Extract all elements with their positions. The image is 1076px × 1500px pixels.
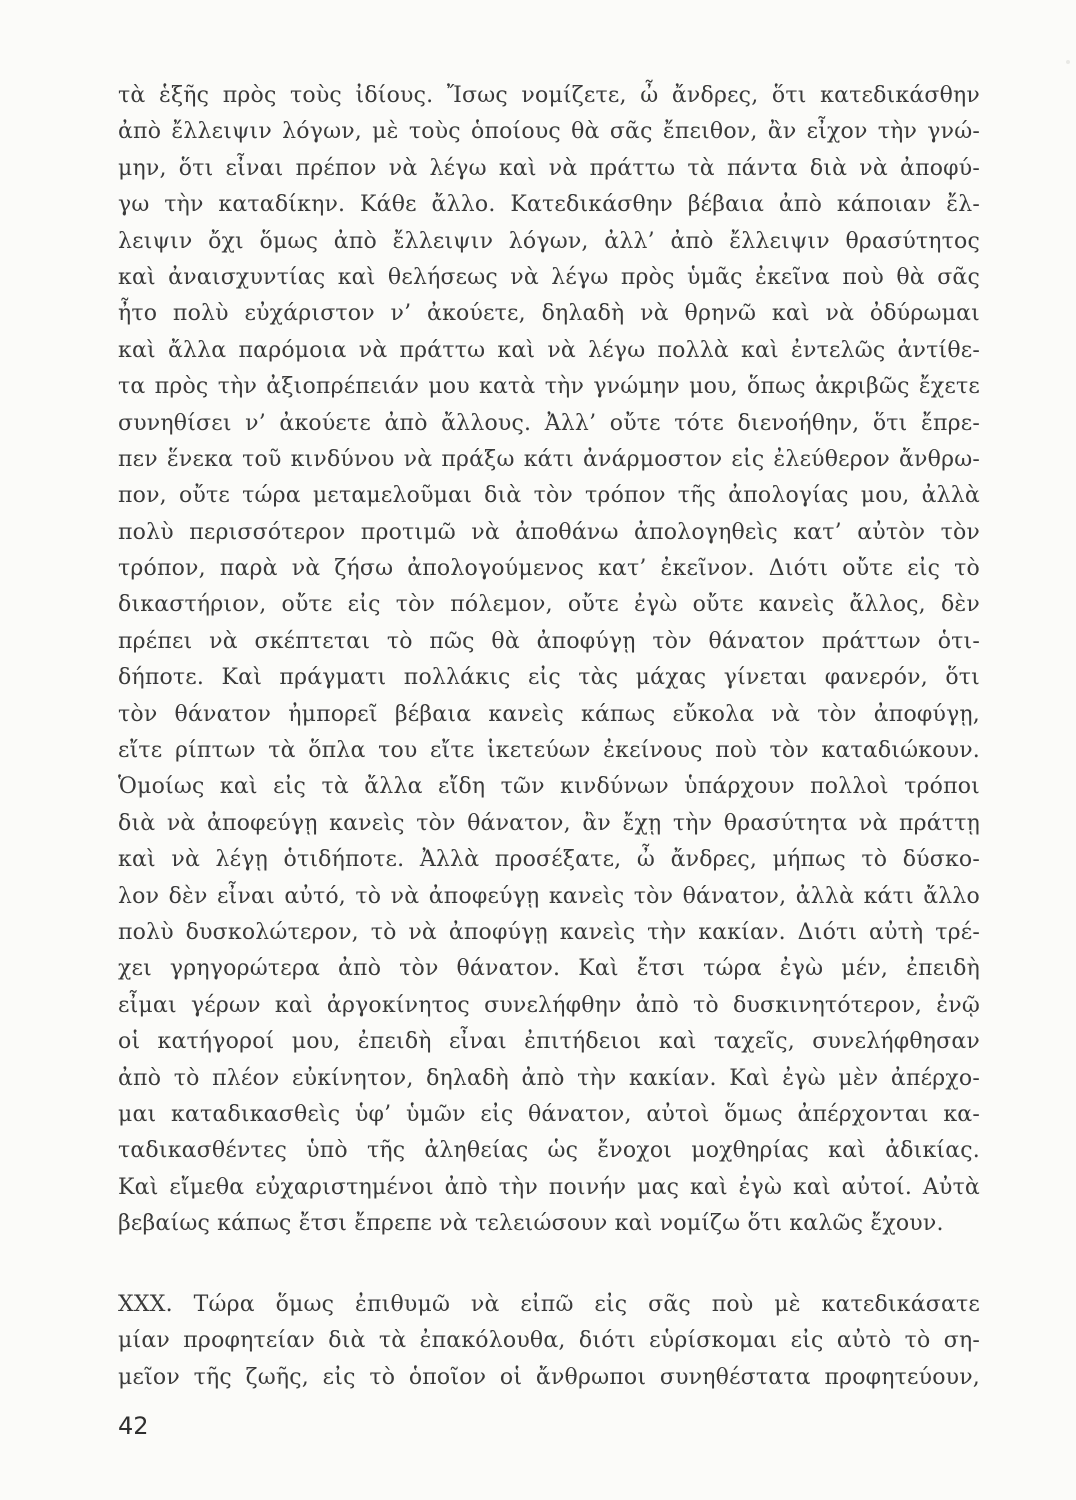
text-line: δικαστήριον, οὔτε εἰς τὸν πόλεμον, οὔτε ἐγὼ οὔτε κανεὶς ἄλλος, δὲν bbox=[118, 592, 980, 618]
text-line: καὶ ἄλλα παρόμοια νὰ πράττω καὶ νὰ λέγω πολλὰ καὶ ἐντελῶς ἀντίθε- bbox=[118, 337, 980, 363]
text-line: πεν ἕνεκα τοῦ κινδύνου νὰ πράξω κάτι ἀνάρμοστον εἰς ἐλεύθερον ἄνθρω- bbox=[118, 446, 980, 472]
text-line: διὰ νὰ ἀποφεύγῃ κανεὶς τὸν θάνατον, ἂν ἔχῃ τὴν θρασύτητα νὰ πράττῃ bbox=[118, 810, 980, 836]
text-line: χει γρηγορώτερα ἀπὸ τὸν θάνατον. Καὶ ἔτσι τώρα ἐγὼ μέν, ἐπειδὴ bbox=[118, 956, 980, 982]
text-line: τὸν θάνατον ἠμπορεῖ βέβαια κανεὶς κάπως εὔκολα νὰ τὸν ἀποφύγῃ, bbox=[118, 701, 980, 727]
text-line: τα πρὸς τὴν ἀξιοπρέπειάν μου κατὰ τὴν γνώμην μου, ὅπως ἀκριβῶς ἔχετε bbox=[118, 374, 980, 400]
page-number: 42 bbox=[118, 1412, 149, 1440]
text-line: Καὶ εἴμεθα εὐχαριστημένοι ἀπὸ τὴν ποινήν μας καὶ ἐγὼ καὶ αὐτοί. Αὐτὰ bbox=[118, 1174, 980, 1200]
text-line: πολὺ δυσκολώτερον, τὸ νὰ ἀποφύγῃ κανεὶς τὴν κακίαν. Διότι αὐτὴ τρέ- bbox=[118, 919, 980, 945]
text-line: Ὁμοίως καὶ εἰς τὰ ἄλλα εἴδη τῶν κινδύνων ὑπάρχουν πολλοὶ τρόποι bbox=[118, 774, 980, 800]
text-line: δήποτε. Καὶ πράγματι πολλάκις εἰς τὰς μάχας γίνεται φανερόν, ὅτι bbox=[118, 665, 980, 691]
text-line: XXX. Τώρα ὅμως ἐπιθυμῶ νὰ εἰπῶ εἰς σᾶς ποὺ μὲ κατεδικάσατε bbox=[118, 1292, 980, 1317]
text-line: πον, οὔτε τώρα μεταμελοῦμαι διὰ τὸν τρόπον τῆς ἀπολογίας μου, ἀλλὰ bbox=[118, 483, 980, 509]
text-line: πρέπει νὰ σκέπτεται τὸ πῶς θὰ ἀποφύγῃ τὸν θάνατον πράττων ὁτι- bbox=[118, 628, 980, 654]
text-line: μίαν προφητείαν διὰ τὰ ἐπακόλουθα, διότι εὑρίσκομαι εἰς αὐτὸ τὸ ση- bbox=[118, 1328, 980, 1354]
text-line: λειψιν ὄχι ὅμως ἀπὸ ἔλλειψιν λόγων, ἀλλ’ ἀπὸ ἔλλειψιν θρασύτητος bbox=[118, 228, 980, 254]
text-line: ἀπὸ τὸ πλέον εὐκίνητον, δηλαδὴ ἀπὸ τὴν κακίαν. Καὶ ἐγὼ μὲν ἀπέρχο- bbox=[118, 1065, 980, 1091]
text-line: καὶ ἀναισχυντίας καὶ θελήσεως νὰ λέγω πρὸς ὑμᾶς ἐκεῖνα ποὺ θὰ σᾶς bbox=[118, 264, 980, 290]
text-line: μαι καταδικασθεὶς ὑφ’ ὑμῶν εἰς θάνατον, αὐτοὶ ὅμως ἀπέρχονται κα- bbox=[118, 1101, 980, 1127]
text-line: οἱ κατήγοροί μου, ἐπειδὴ εἶναι ἐπιτήδειοι καὶ ταχεῖς, συνελήφθησαν bbox=[118, 1029, 980, 1055]
text-line: συνηθίσει ν’ ἀκούετε ἀπὸ ἄλλους. Ἀλλ’ οὔτε τότε διενοήθην, ὅτι ἔπρε- bbox=[118, 410, 980, 436]
text-line: μην, ὅτι εἶναι πρέπον νὰ λέγω καὶ νὰ πράττω τὰ πάντα διὰ νὰ ἀποφύ- bbox=[118, 155, 980, 181]
text-line: εἴτε ρίπτων τὰ ὅπλα του εἴτε ἱκετεύων ἐκείνους ποὺ τὸν καταδιώκουν. bbox=[118, 738, 980, 764]
text-line: τρόπον, παρὰ νὰ ζήσω ἀπολογούμενος κατ’ ἐκεῖνον. Διότι οὔτε εἰς τὸ bbox=[118, 556, 980, 582]
text-line: λον δὲν εἶναι αὐτό, τὸ νὰ ἀποφεύγῃ κανεὶς τὸν θάνατον, ἀλλὰ κάτι ἄλλο bbox=[118, 883, 980, 909]
text-line: ἀπὸ ἔλλειψιν λόγων, μὲ τοὺς ὁποίους θὰ σᾶς ἔπειθον, ἂν εἶχον τὴν γνώ- bbox=[118, 119, 980, 145]
text-line: εἶμαι γέρων καὶ ἀργοκίνητος συνελήφθην ἀπὸ τὸ δυσκινητότερον, ἐνῷ bbox=[118, 992, 980, 1018]
paragraph-xxx bbox=[118, 1287, 980, 1396]
text-line: μεῖον τῆς ζωῆς, εἰς τὸ ὁποῖον οἱ ἄνθρωποι συνηθέστατα προφητεύουν, bbox=[118, 1364, 980, 1390]
text-line: καὶ νὰ λέγῃ ὁτιδήποτε. Ἀλλὰ προσέξατε, ὦ ἄνδρες, μήπως τὸ δύσκο- bbox=[118, 847, 980, 873]
text-line: τὰ ἑξῆς πρὸς τοὺς ἰδίους. Ἴσως νομίζετε, ὦ ἄνδρες, ὅτι κατεδικάσθην bbox=[118, 83, 980, 108]
text-line: ταδικασθέντες ὑπὸ τῆς ἀληθείας ὡς ἔνοχοι μοχθηρίας καὶ ἀδικίας. bbox=[118, 1138, 980, 1164]
text-line: πολὺ περισσότερον προτιμῶ νὰ ἀποθάνω ἀπολογηθεὶς κατ’ αὐτὸν τὸν bbox=[118, 519, 980, 545]
text-line: βεβαίως κάπως ἔτσι ἔπρεπε νὰ τελειώσουν καὶ νομίζω ὅτι καλῶς ἔχουν. bbox=[118, 1211, 944, 1237]
text-line: γω τὴν καταδίκην. Κάθε ἄλλο. Κατεδικάσθην βέβαια ἀπὸ κάποιαν ἔλ- bbox=[118, 192, 980, 218]
paper-speck bbox=[1066, 60, 1070, 64]
text-line: ἦτο πολὺ εὐχάριστον ν’ ἀκούετε, δηλαδὴ νὰ θρηνῶ καὶ νὰ ὀδύρωμαι bbox=[118, 301, 980, 327]
paragraph-main bbox=[118, 78, 980, 1243]
